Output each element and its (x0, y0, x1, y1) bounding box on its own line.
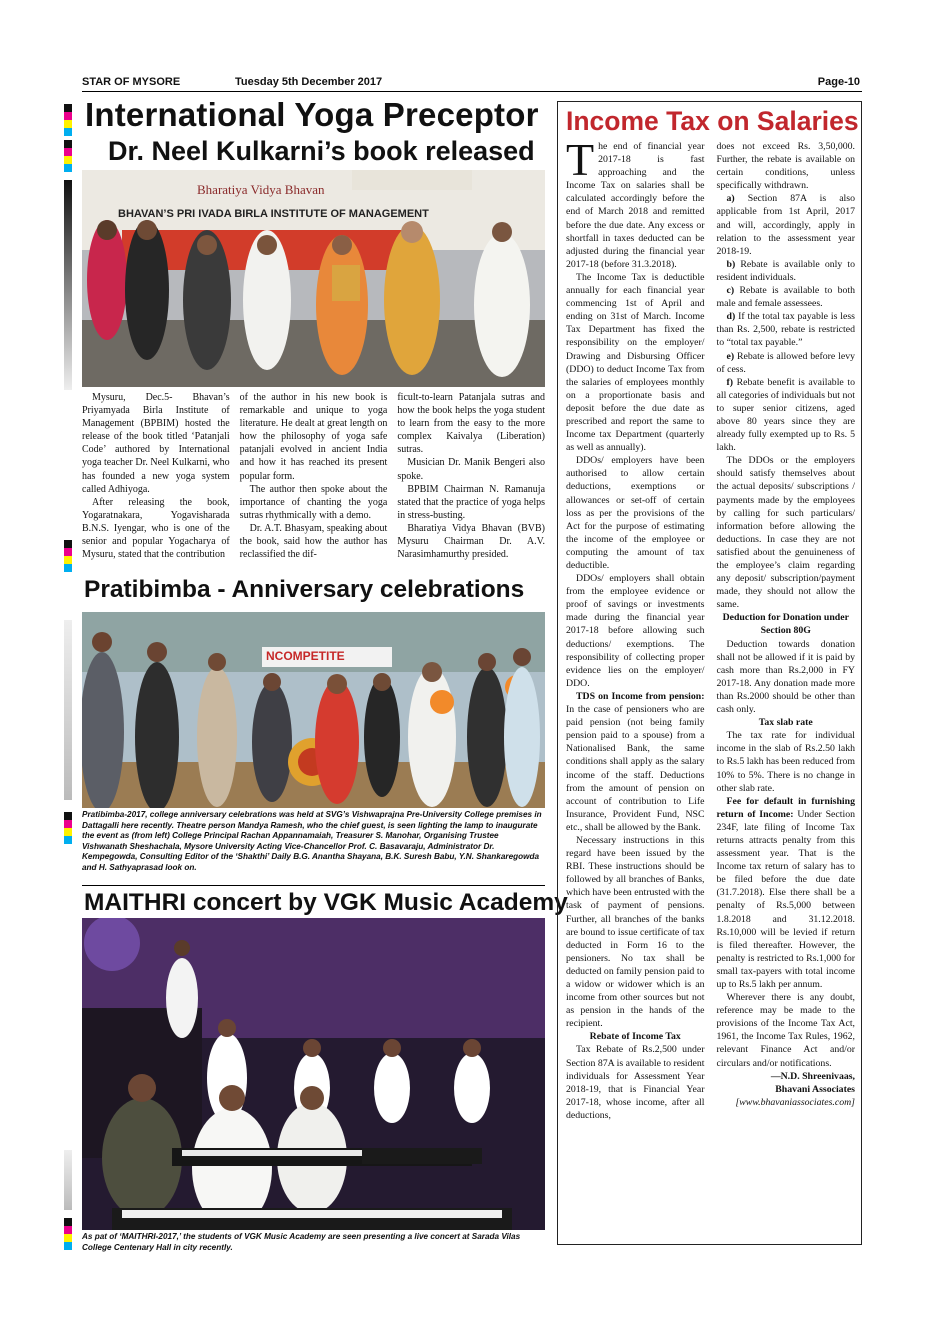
income-tax-col-2 (717, 140, 856, 1122)
drop-cap: T (566, 134, 595, 185)
pratibimba-photo (82, 612, 545, 808)
paragraph: Tax Rebate of Rs.2,500 under Section 87A is available to resident individuals for Assessment Year 2018-19, that is Financial Year 2017-18, whose income, after all deductions, (566, 1044, 705, 1121)
pratibimba-caption: Pratibimba-2017, college anniversary celebrations was held at SVG’s Vishwaprajna Pre-University College premises in Dattagalli here recently. Theatre person Mandya Ramesh, who the chief guest, is seen lighting the lamp to inaugurate the event as (from left) College Principal Rachan Appannamaiah, Treasurer S. Manohar, Organising Trustee Vishwanath Sheshachala, Mysore University Acting Vice-Chancellor Prof. C. Basavaraju, Administrator Dr. Kempegowda, Consulting Editor of the ‘Shakthi’ Daily B.G. Anantha Shayana, B.K. Suresh Babu, Y.N. Shankaregowda and H. Sathyaprasad look on. (82, 810, 542, 872)
paragraph: Musician Dr. Manik Bengeri also spoke. (397, 457, 546, 482)
yoga-headline: International Yoga Preceptor (85, 96, 539, 133)
bold-lead: c) (726, 285, 735, 297)
paragraph: Fee for default in furnishing return of Income: Under Section 234F, late filing of Income Tax returns attracts penalty from this assessment year. That is the Income tax return of salary has to be filed before the due date (31.7.2018). Else there shall be a penalty of Rs.5,000 between 1.8.2018 and 31.12.2018. Rs.10,000 will be levied if return is filed thereafter. However, the penalty is restricted to Rs.1,000 for small tax-payers with total income up to Rs.5 lakh per annum. (716, 795, 855, 990)
paragraph: e) Rebate is allowed before levy of cess. (716, 350, 855, 375)
paragraph: The end of financial year 2017-18 is fast approaching and the Income Tax on salaries shall be calculated accordingly before the end of March 2018 and remitted before the due date. Any excess or shortfall in taxes deducted can be adjusted during the financial year 2017-18 (before 31.3.2018). (566, 134, 705, 270)
bold-lead: a) (726, 193, 735, 205)
paragraph: b) Rebate is available only to resident individuals. (716, 258, 855, 283)
pratibimba-headline: Pratibimba - Anniversary celebrations (84, 576, 525, 603)
paragraph: Dr. A.T. Bhasyam, speaking about the book, said how the author has reclassified the dif- (239, 522, 388, 561)
book-release-photo (82, 170, 545, 387)
paragraph: The tax rate for individual income in the slab of Rs.2.50 lakh to Rs.5 lakh has been reduced from 10% to 5%. There is no change in other slab rate. (716, 730, 855, 794)
registration-marks (64, 140, 72, 172)
paragraph: After releasing the book, Yogaratnakara, Yogavisharada B.N.S. Iyengar, who is one of the senior and popular Yogacharya of Mysuru, stated that the contribution (82, 496, 230, 561)
paragraph: c) Rebate is available to both male and female assessees. (716, 285, 855, 310)
author-firm: Bhavani Associates (775, 1083, 855, 1095)
paragraph: ficult-to-learn Patanjala sutras and how the book helps the yoga student to learn from the easy to the more complex Kaivalya (Liberation) sutras. (397, 392, 546, 456)
bold-lead: d) (726, 311, 736, 323)
bold-lead: TDS on Income from pension: (576, 690, 705, 702)
bold-lead: e) (726, 350, 735, 362)
grey-scale-strip (64, 620, 72, 800)
paragraph: The author then spoke about the importance of chanting the yoga sutras rhythmically with a demo. (239, 483, 388, 521)
yoga-article-body (82, 391, 545, 561)
maithri-caption: As pat of ‘MAITHRI-2017,’ the students of VGK Music Academy are seen presenting a live concert at Sarada Vilas College Centenary Hall in city recently. (82, 1232, 521, 1252)
paragraph: d) If the total tax payable is less than Rs. 2,500, rebate is restricted to “total tax payable.” (716, 311, 855, 349)
banner-text-1: Bharatiya Vidya Bhavan (197, 182, 325, 197)
paragraph: Wherever there is any doubt, reference may be made to the provisions of the Income Tax Act, 1961, the Income Tax Rules, 1962, relevant Finance Act and/or circulars and/or notifications. (716, 992, 855, 1069)
income-tax-article (557, 101, 862, 1245)
paragraph: does not exceed Rs. 3,50,000. Further, the rebate is available on certain conditions, unless specifically withdrawn. (716, 141, 855, 192)
paragraph: a) Section 87A is also applicable from 1st April, 2017 and will, accordingly, apply in relation to the assessment year 2018-19. (716, 193, 855, 257)
subheading: Deduction for Donation under Section 80G (722, 612, 849, 637)
registration-marks (64, 1218, 72, 1250)
grey-scale-strip (64, 180, 72, 390)
concert-photo (82, 918, 545, 1230)
registration-marks (64, 812, 72, 844)
divider-line (82, 885, 545, 886)
page-header (82, 76, 862, 92)
paragraph: The Income Tax is deductible annually for each financial year commencing 1st of April and ending on 31st of March. Income Tax Department has fixed the responsibility on the employer/ Drawing and Disbursing Officer (DDO) to deduct Income Tax from the salaries of employees monthly on a proportionate basis and deposit before the due date as prescribed and report the same to Income tax Department (quarterly as well as annually). (566, 271, 705, 454)
paragraph: Deduction towards donation shall not be allowed if it is paid by cash more than Rs.2,000 in FY 2017-18. Any donation made more than Rs.2000 should be other than cash only. (716, 638, 855, 716)
paragraph: The DDOs or the employers should satisfy themselves about the actual deposits/ subscriptions / payments made by the employees by calling for such particulars/ information before allowing the deductions. In case they are not satisfied about the genuineness of the employee’s claim regarding any deposit/ subscription/payment made, they should not allow the same. (716, 455, 855, 611)
bold-lead: f) (726, 376, 734, 388)
paragraph: Mysuru, Dec.5- Bhavan’s Priyamyada Birla Institute of Management (BPBIM) hosted the release of the book titled ‘Patanjali Code’ authored by International yoga teacher Dr. Neel Kulkarni, who has founded a new yoga system called Adhiyoga. (82, 392, 230, 495)
paragraph: of the author in his new book is remarkable and unique to yoga literature. He dealt at great length on how the philosophy of yoga safe patanjali evolved in ancient India and how it has reached its present popular form. (239, 392, 388, 482)
paragraph: DDOs/ employers shall obtain from the employee evidence or proof of savings or investments made during the financial year 2017-18 before allowing such deductions/ exemptions. The responsibility of collecting proper evidence lies on the employer/ DDO. (566, 573, 705, 689)
yoga-subheadline: Dr. Neel Kulkarni’s book released (108, 136, 535, 166)
registration-marks (64, 104, 72, 136)
yoga-article-col-1 (82, 391, 230, 561)
paragraph: Bharatiya Vidya Bhavan (BVB) Mysuru Chairman Dr. A.V. Narasimhamurthy presided. (397, 522, 546, 561)
income-tax-title: Income Tax on Salaries (566, 106, 859, 136)
page-number: Page-10 (817, 76, 860, 88)
income-tax-body (566, 134, 855, 1122)
issue-date: Tuesday 5th December 2017 (235, 76, 383, 88)
bold-lead: Fee for default in furnishing return of Income: (716, 795, 855, 820)
newspaper-name: STAR OF MYSORE (82, 76, 181, 88)
income-tax-col-1 (566, 134, 705, 1122)
banner-text-2: BHAVAN’S PRI IVADA BIRLA INSTITUTE OF MANAGEMENT (118, 208, 429, 220)
bold-lead: b) (726, 258, 736, 270)
paragraph: TDS on Income from pension: In the case of pensioners who are paid pension (not being family pension paid to a spouse) from a Nationalised Bank, the same conditions shall apply as the salary income of the staff. Deductions from the amount of pension on account of contribution to Life Insurance, Provident Fund, NSC etc., shall be allowed by the Bank. (566, 690, 705, 833)
paragraph: Necessary instructions in this regard have been issued by the RBI. These instructions should be followed by all branches of Banks, which have been entrusted with the task of payment of pensions. Further, all branches of the banks are bound to issue certificate of tax deducted in Form 16 to the pensioners. No tax shall be deducted on family pension paid to a widow or widower which is an income from other sources but not as pension in the hands of the recipient. (566, 834, 705, 1030)
maithri-headline: MAITHRI concert by VGK Music Academy (84, 889, 568, 916)
subheading: Tax slab rate (758, 717, 813, 729)
yoga-article-col-3 (397, 391, 545, 561)
paragraph: DDOs/ employers have been authorised to allow certain deductions, exemptions or allowances or set-off of certain loss as per the provisions of the Act for the purpose of estimating the income of the employee or computing the amount of tax deductible. (566, 455, 705, 571)
event-banner-text: NCOMPETITE (266, 649, 345, 663)
subheading: Rebate of Income Tax (589, 1031, 681, 1043)
grey-scale-strip (64, 1150, 72, 1210)
registration-marks (64, 540, 72, 572)
author-name: —N.D. Shreenivaas, (770, 1070, 855, 1082)
yoga-article-col-2 (240, 391, 388, 561)
author-website: [www.bhavaniassociates.com] (735, 1096, 855, 1108)
paragraph: f) Rebate benefit is available to all categories of individuals but not to super senior citizens, aged above 80 years since they are already fully exempted up to Rs. 5 lakh. (716, 376, 855, 454)
paragraph: BPBIM Chairman N. Ramanuja stated that the practice of yoga helps in stress-busting. (397, 483, 546, 521)
